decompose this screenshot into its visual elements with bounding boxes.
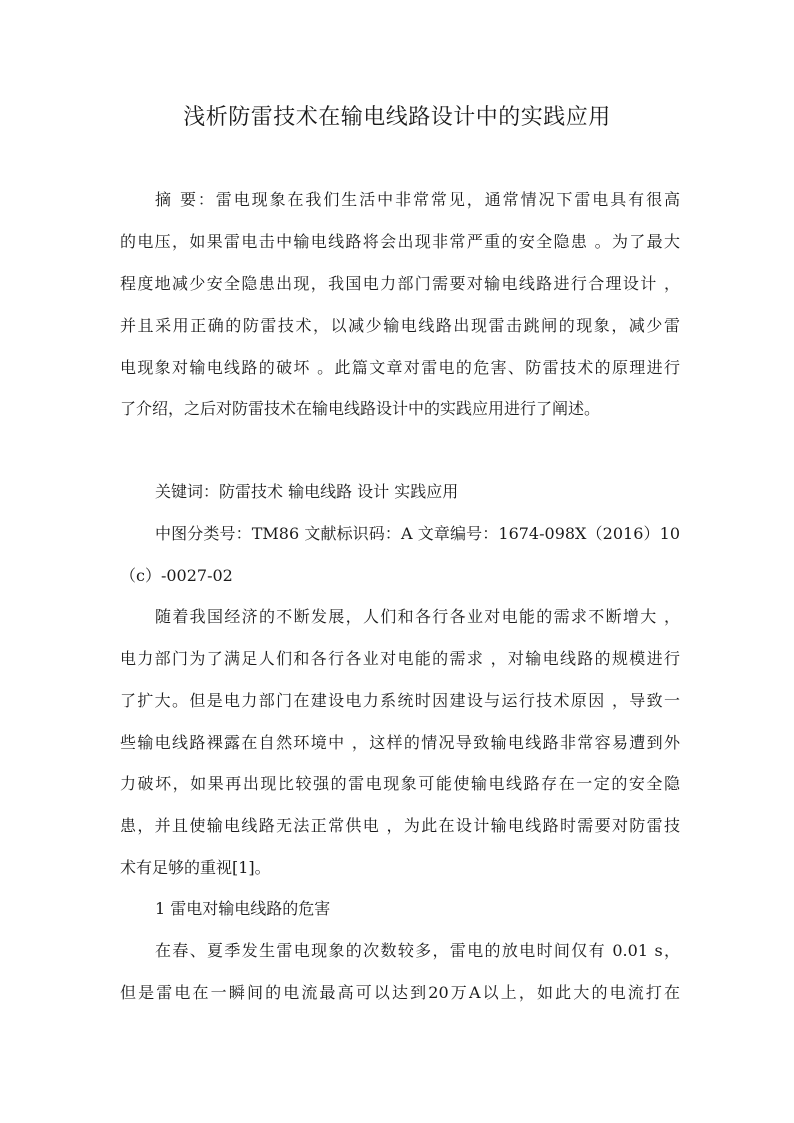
abstract-line: 了介绍，之后对防雷技术在输电线路设计中的实践应用进行了阐述。 [120,399,601,418]
section-heading: 1 雷电对输电线路的危害 [155,899,331,918]
classification-line: （c）-0027-02 [120,566,233,585]
section-line: 在春、夏季发生雷电现象的次数较多，雷电的放电时间仅有 0.01 s， [155,941,680,960]
body-line: 术有足够的重视[1]。 [120,858,271,877]
body-line: 了扩大。但是电力部门在建设电力系统时因建设与运行技术原因 ，导致一 [120,691,680,710]
abstract-line: 摘 要：雷电现象在我们生活中非常常见，通常情况下雷电具有很高 [155,190,680,209]
body-line: 力破坏，如果再出现比较强的雷电现象可能使输电线路存在一定的安全隐 [120,774,680,793]
keywords-line: 关键词：防雷技术 输电线路 设计 实践应用 [155,482,459,501]
abstract-line: 的电压，如果雷电击中输电线路将会出现非常严重的安全隐患 。为了最大 [120,232,680,251]
section-line: 但是雷电在一瞬间的电流最高可以达到20万A以上，如此大的电流打在 [120,983,680,1002]
article-title: 浅析防雷技术在输电线路设计中的实践应用 [183,105,611,130]
abstract-line: 并且采用正确的防雷技术，以减少输电线路出现雷击跳闸的现象，减少雷 [120,316,680,335]
abstract-line: 电现象对输电线路的破坏 。此篇文章对雷电的危害、防雷技术的原理进行 [120,358,680,377]
body-line: 患，并且使输电线路无法正常供电 ，为此在设计输电线路时需要对防雷技 [120,816,680,835]
abstract-line: 程度地减少安全隐患出现，我国电力部门需要对输电线路进行合理设计 ， [120,274,680,293]
body-line: 些输电线路裸露在自然环境中 ，这样的情况导致输电线路非常容易遭到外 [120,733,680,752]
body-line: 电力部门为了满足人们和各行各业对电能的需求 ，对输电线路的规模进行 [120,649,680,668]
classification-line: 中图分类号：TM86 文献标识码：A 文章编号：1674-098X（2016）10 [155,524,680,543]
body-line: 随着我国经济的不断发展，人们和各行各业对电能的需求不断增大 ， [155,607,680,626]
